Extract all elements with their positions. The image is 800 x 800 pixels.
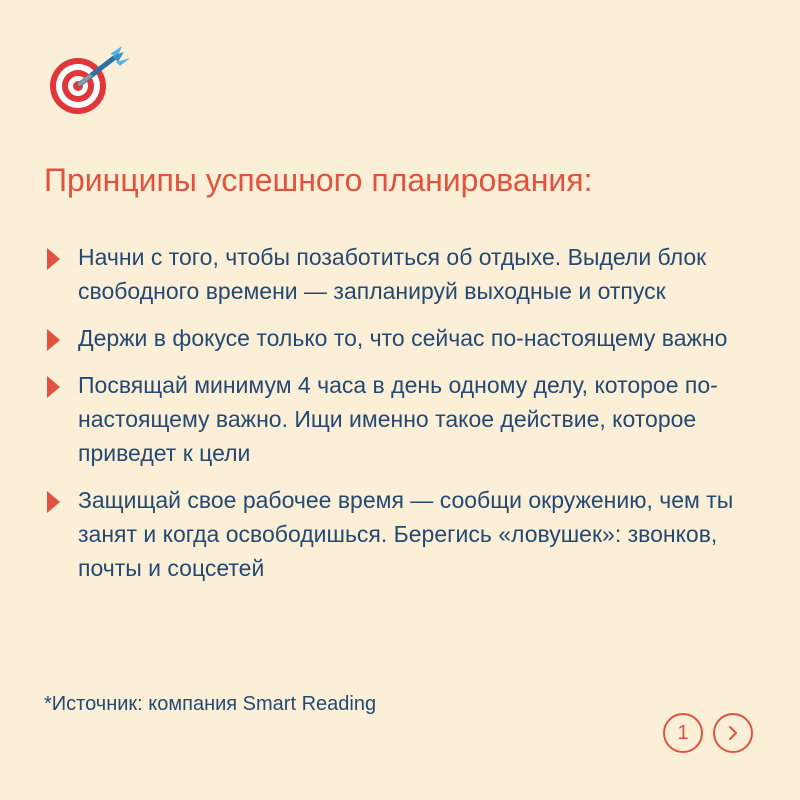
list-item-text: Держи в фокусе только то, что сейчас по-настоящему важно xyxy=(78,325,728,351)
next-page-button[interactable] xyxy=(713,713,753,753)
triangle-bullet-icon xyxy=(47,376,60,398)
list-item-text: Посвящай минимум 4 часа в день одному делу, которое по-настоящему важно. Ищи именно такое действие, которое приведет к цели xyxy=(78,372,718,466)
list-item-text: Начни с того, чтобы позаботиться об отдыхе. Выдели блок свободного времени — запланируй выходные и отпуск xyxy=(78,244,707,304)
list-item xyxy=(44,321,764,355)
principles-list xyxy=(44,240,764,598)
triangle-bullet-icon xyxy=(47,248,60,270)
source-footnote: *Источник: компания Smart Reading xyxy=(44,693,377,715)
triangle-bullet-icon xyxy=(47,329,60,351)
chevron-right-icon xyxy=(725,725,741,741)
list-item xyxy=(44,368,764,470)
dart-target-icon xyxy=(44,42,140,122)
list-item xyxy=(44,483,764,585)
page-title: Принципы успешного планирования: xyxy=(44,162,593,198)
triangle-bullet-icon xyxy=(47,491,60,513)
page-number-indicator: 1 xyxy=(663,713,703,753)
list-item-text: Защищай свое рабочее время — сообщи окружению, чем ты занят и когда освободишься. Берегись «ловушек»: звонков, почты и соцсетей xyxy=(78,487,734,581)
list-item xyxy=(44,240,764,308)
